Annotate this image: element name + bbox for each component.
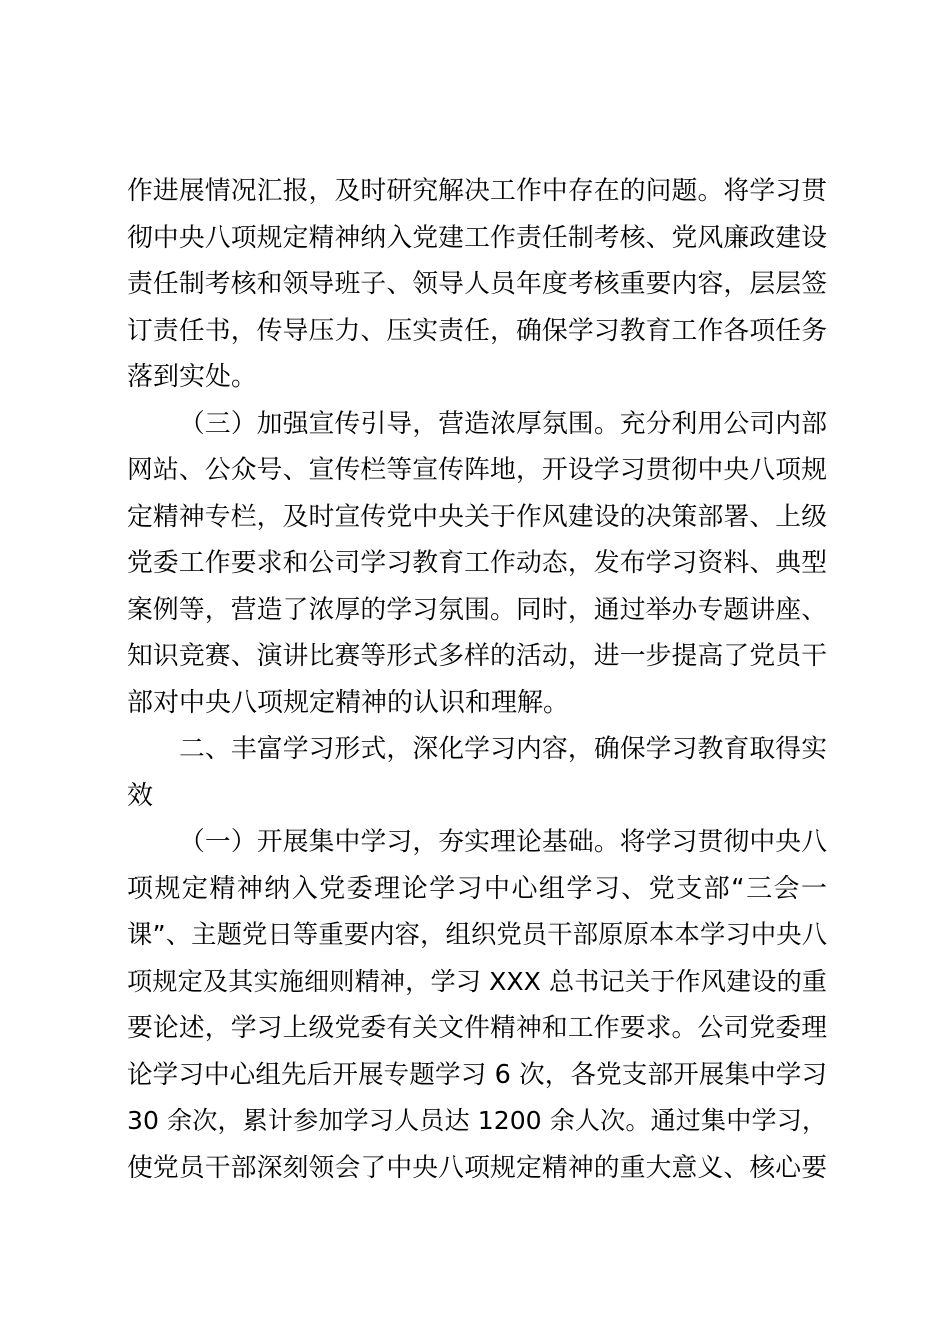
text-line: 知识竞赛、演讲比赛等形式多样的活动，进一步提高了党员干	[127, 641, 827, 671]
heading-line: 效	[127, 780, 154, 811]
text-line: 项规定及其实施细则精神，学习 XXX 总书记关于作风建设的重	[127, 966, 827, 996]
text-line: 论学习中心组先后开展专题学习 6 次，各党支部开展集中学习	[127, 1059, 827, 1090]
text-line: 30 余次，累计参加学习人员达 1200 余人次。通过集中学习，	[127, 1106, 827, 1135]
text-line: （三）加强宣传引导，营造浓厚氛围。充分利用公司内部	[179, 408, 827, 439]
text-line: 党委工作要求和公司学习教育工作动态，发布学习资料、典型	[127, 548, 827, 578]
text-line: 作进展情况汇报，及时研究解决工作中存在的问题。将学习贯	[127, 176, 827, 206]
text-line: 项规定精神纳入党委理论学习中心组学习、党支部“三会一	[127, 873, 827, 904]
heading-line: 二、丰富学习形式，深化学习内容，确保学习教育取得实	[179, 734, 827, 764]
text-line: 责任制考核和领导班子、领导人员年度考核重要内容，层层签	[127, 269, 827, 299]
text-line: 彻中央八项规定精神纳入党建工作责任制考核、党风廉政建设	[127, 222, 827, 253]
text-line: 部对中央八项规定精神的认识和理解。	[127, 687, 570, 718]
paragraph-centralized-study	[127, 819, 827, 1191]
paragraph-responsibility	[127, 168, 827, 401]
document-body	[127, 168, 827, 1191]
text-line: 案例等，营造了浓厚的学习氛围。同时，通过举办专题讲座、	[127, 594, 827, 625]
text-line: 定精神专栏，及时宣传党中央关于作风建设的决策部署、上级	[127, 501, 827, 532]
text-line: 网站、公众号、宣传栏等宣传阵地，开设学习贯彻中央八项规	[127, 455, 827, 485]
text-line: 订责任书，传导压力、压实责任，确保学习教育工作各项任务	[127, 315, 827, 346]
text-line: 使党员干部深刻领会了中央八项规定精神的重大意义、核心要	[127, 1152, 827, 1183]
section-heading	[127, 726, 827, 819]
text-line: 落到实处。	[127, 362, 258, 392]
paragraph-publicity	[127, 401, 827, 727]
text-line: （一）开展集中学习，夯实理论基础。将学习贯彻中央八	[179, 827, 827, 857]
text-line: 课”、主题党日等重要内容，组织党员干部原原本本学习中央八	[127, 920, 827, 949]
text-line: 要论述，学习上级党委有关文件精神和工作要求。公司党委理	[127, 1013, 827, 1043]
